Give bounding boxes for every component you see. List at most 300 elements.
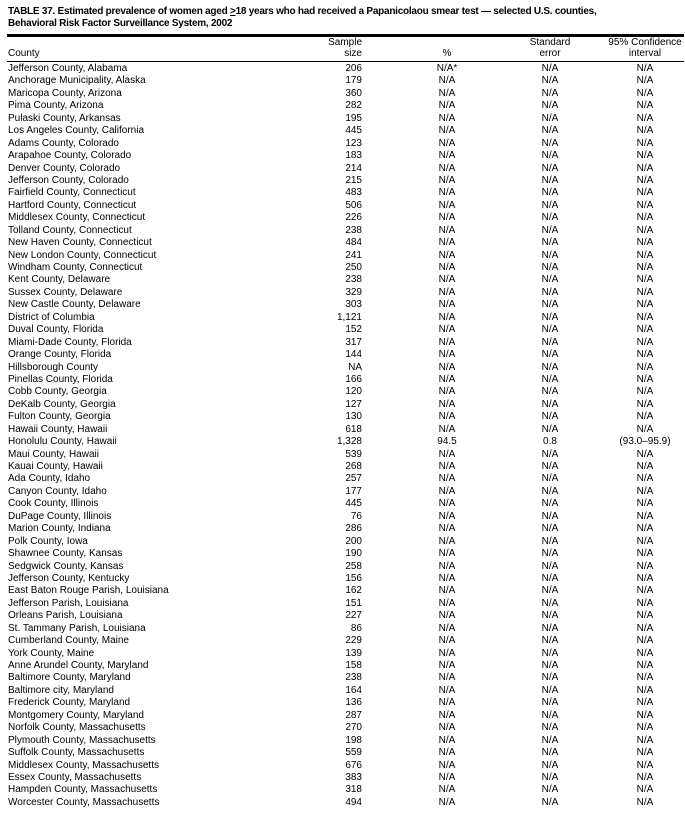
county-cell: DuPage County, Illinois (8, 510, 112, 522)
confidence-interval-cell: N/A (636, 548, 654, 560)
sample-size-cell: 229 (345, 635, 362, 647)
county-cell: East Baton Rouge Parish, Louisiana (8, 585, 169, 597)
standard-error-cell: N/A (541, 771, 559, 783)
percent-cell: N/A (438, 299, 456, 311)
table-row (0, 498, 685, 510)
percent-cell: N/A (438, 461, 456, 472)
percent-cell: N/A (438, 610, 456, 622)
table-row (0, 337, 685, 349)
table-row (0, 536, 685, 548)
sample-size-cell: 539 (345, 448, 362, 460)
sample-size-cell: NA (348, 361, 362, 373)
percent-cell: N/A (438, 249, 456, 261)
percent-cell: N/A (438, 622, 456, 634)
percent-cell: N/A (438, 398, 456, 410)
sample-size-cell: 1,328 (336, 436, 362, 448)
table-header-row (0, 37, 685, 61)
confidence-interval-cell: N/A (636, 87, 654, 99)
county-cell: Jefferson County, Colorado (8, 174, 129, 186)
table-row (0, 473, 685, 485)
county-cell: Frederick County, Maryland (8, 697, 131, 709)
standard-error-cell: N/A (541, 249, 559, 261)
confidence-interval-cell: N/A (636, 286, 654, 298)
confidence-interval-cell: N/A (636, 759, 654, 771)
confidence-interval-cell: N/A (636, 796, 654, 808)
percent-cell: N/A (438, 237, 456, 249)
sample-size-cell: 238 (345, 672, 362, 684)
county-cell: York County, Maine (8, 647, 95, 659)
table-row (0, 100, 685, 112)
standard-error-cell: N/A (541, 697, 559, 709)
header-sample-size-line1: Sample (328, 37, 362, 48)
table-row (0, 797, 685, 809)
table-row (0, 312, 685, 324)
table-row (0, 598, 685, 610)
percent-cell: N/A (438, 100, 456, 112)
county-cell: District of Columbia (8, 311, 95, 323)
percent-cell: N/A (438, 262, 456, 273)
county-cell: Hampden County, Massachusetts (8, 784, 158, 796)
county-cell: DeKalb County, Georgia (8, 398, 116, 410)
standard-error-cell: N/A (541, 212, 559, 224)
county-cell: Windham County, Connecticut (8, 262, 143, 273)
confidence-interval-cell: N/A (636, 510, 654, 522)
confidence-interval-cell: N/A (636, 572, 654, 584)
standard-error-cell: N/A (541, 336, 559, 348)
county-cell: Orange County, Florida (8, 349, 112, 361)
percent-cell: N/A (438, 523, 456, 535)
confidence-interval-cell: N/A (636, 125, 654, 137)
confidence-interval-cell: N/A (636, 373, 654, 385)
standard-error-cell: N/A (541, 100, 559, 112)
table-row (0, 200, 685, 212)
confidence-interval-cell: N/A (636, 150, 654, 162)
table-row (0, 747, 685, 759)
table-row (0, 672, 685, 684)
sample-size-cell: 130 (345, 411, 362, 423)
sample-size-cell: 127 (345, 398, 362, 410)
standard-error-cell: N/A (541, 398, 559, 410)
confidence-interval-cell: N/A (636, 461, 654, 472)
header-standard-error-line2: error (539, 48, 561, 59)
standard-error-cell: N/A (541, 187, 559, 199)
percent-cell: N/A (438, 336, 456, 348)
county-cell: Orleans Parish, Louisiana (8, 610, 123, 622)
table-row (0, 585, 685, 597)
confidence-interval-cell: N/A (636, 112, 654, 124)
confidence-interval-cell: N/A (636, 485, 654, 497)
table-row (0, 772, 685, 784)
table-row (0, 125, 685, 137)
county-cell: Pima County, Arizona (8, 100, 104, 112)
confidence-interval-cell: N/A (636, 75, 654, 87)
confidence-interval-cell: N/A (636, 771, 654, 783)
percent-cell: N/A (438, 759, 456, 771)
confidence-interval-cell: N/A (636, 498, 654, 510)
table-row (0, 175, 685, 187)
standard-error-cell: N/A (541, 647, 559, 659)
sample-size-cell: 238 (345, 274, 362, 286)
percent-cell: N/A (438, 411, 456, 423)
table-row (0, 436, 685, 448)
standard-error-cell: N/A (541, 324, 559, 336)
sample-size-cell: 258 (345, 560, 362, 572)
sample-size-cell: 483 (345, 187, 362, 199)
percent-cell: N/A (438, 498, 456, 510)
table-row (0, 573, 685, 585)
county-cell: Arapahoe County, Colorado (8, 150, 132, 162)
confidence-interval-cell: N/A (636, 560, 654, 572)
table-row (0, 63, 685, 75)
county-cell: Hillsborough County (8, 361, 99, 373)
standard-error-cell: N/A (541, 473, 559, 485)
percent-cell: N/A (438, 548, 456, 560)
confidence-interval-cell: N/A (636, 672, 654, 684)
confidence-interval-cell: N/A (636, 299, 654, 311)
percent-cell: N/A (438, 585, 456, 597)
percent-cell: N/A (438, 224, 456, 236)
table-row (0, 237, 685, 249)
table-row (0, 113, 685, 125)
confidence-interval-cell: N/A (636, 162, 654, 174)
standard-error-cell: N/A (541, 597, 559, 609)
county-cell: Fulton County, Georgia (8, 411, 111, 423)
standard-error-cell: N/A (541, 572, 559, 584)
table-title-line2: Behavioral Risk Factor Surveillance System, 2002 (8, 17, 233, 29)
header-confidence-interval (608, 37, 681, 59)
confidence-interval-cell: N/A (636, 722, 654, 734)
sample-size-cell: 484 (345, 237, 362, 249)
confidence-interval-cell: N/A (636, 784, 654, 796)
sample-size-cell: 360 (345, 87, 362, 99)
confidence-interval-cell: N/A (636, 187, 654, 199)
county-cell: Ada County, Idaho (8, 473, 91, 485)
table-row (0, 548, 685, 560)
sample-size-cell: 270 (345, 722, 362, 734)
confidence-interval-cell: N/A (636, 100, 654, 112)
county-cell: Middlesex County, Massachusetts (8, 759, 159, 771)
standard-error-cell: N/A (541, 137, 559, 149)
table-row (0, 212, 685, 224)
table-row (0, 75, 685, 87)
confidence-interval-cell: N/A (636, 237, 654, 249)
county-cell: Cobb County, Georgia (8, 386, 107, 398)
table-row (0, 225, 685, 237)
confidence-interval-cell: N/A (636, 224, 654, 236)
table-row (0, 635, 685, 647)
percent-cell: N/A (438, 535, 456, 547)
sample-size-cell: 200 (345, 535, 362, 547)
confidence-interval-cell: N/A (636, 63, 654, 74)
sample-size-cell: 268 (345, 461, 362, 472)
sample-size-cell: 445 (345, 498, 362, 510)
confidence-interval-cell: N/A (636, 684, 654, 696)
confidence-interval-cell: (93.0–95.9) (619, 436, 671, 448)
sample-size-cell: 162 (345, 585, 362, 597)
county-cell: Los Angeles County, California (8, 125, 145, 137)
county-cell: Tolland County, Connecticut (8, 224, 132, 236)
county-cell: New Castle County, Delaware (8, 299, 141, 311)
standard-error-cell: N/A (541, 286, 559, 298)
confidence-interval-cell: N/A (636, 535, 654, 547)
confidence-interval-cell: N/A (636, 361, 654, 373)
county-cell: Pulaski County, Arkansas (8, 112, 121, 124)
sample-size-cell: 123 (345, 137, 362, 149)
sample-size-cell: 156 (345, 572, 362, 584)
sample-size-cell: 152 (345, 324, 362, 336)
percent-cell: N/A (438, 510, 456, 522)
sample-size-cell: 144 (345, 349, 362, 361)
county-cell: Fairfield County, Connecticut (8, 187, 136, 199)
standard-error-cell: N/A (541, 448, 559, 460)
standard-error-cell: N/A (541, 299, 559, 311)
standard-error-cell: N/A (541, 784, 559, 796)
sample-size-cell: 195 (345, 112, 362, 124)
table-row (0, 287, 685, 299)
title-text-post: 18 years who had received a Papanicolaou smear test — selected U.S. counties, (235, 6, 597, 17)
header-sample-size-line2: size (344, 48, 362, 59)
table-row (0, 561, 685, 573)
percent-cell: N/A (438, 697, 456, 709)
table-row (0, 187, 685, 199)
confidence-interval-cell: N/A (636, 635, 654, 647)
table-row (0, 511, 685, 523)
percent-cell: N/A (438, 660, 456, 671)
sample-size-cell: 257 (345, 473, 362, 485)
county-cell: Honolulu County, Hawaii (8, 436, 117, 448)
standard-error-cell: N/A (541, 734, 559, 746)
confidence-interval-cell: N/A (636, 747, 654, 759)
percent-cell: N/A (438, 423, 456, 435)
confidence-interval-cell: N/A (636, 610, 654, 622)
confidence-interval-cell: N/A (636, 249, 654, 261)
standard-error-cell: N/A (541, 709, 559, 721)
standard-error-cell: N/A (541, 87, 559, 99)
standard-error-cell: N/A (541, 672, 559, 684)
standard-error-cell: N/A (541, 349, 559, 361)
percent-cell: N/A (438, 635, 456, 647)
confidence-interval-cell: N/A (636, 411, 654, 423)
table-row (0, 784, 685, 796)
county-cell: St. Tammany Parish, Louisiana (8, 622, 146, 634)
standard-error-cell: N/A (541, 796, 559, 808)
table-row (0, 138, 685, 150)
table-row (0, 424, 685, 436)
county-cell: Montgomery County, Maryland (8, 709, 144, 721)
standard-error-cell: 0.8 (543, 436, 557, 448)
sample-size-cell: 151 (345, 597, 362, 609)
standard-error-cell: N/A (541, 548, 559, 560)
sample-size-cell: 120 (345, 386, 362, 398)
standard-error-cell: N/A (541, 585, 559, 597)
sample-size-cell: 190 (345, 548, 362, 560)
sample-size-cell: 303 (345, 299, 362, 311)
percent-cell: N/A (438, 722, 456, 734)
table-row (0, 610, 685, 622)
county-cell: New Haven County, Connecticut (8, 237, 152, 249)
percent-cell: N/A (438, 174, 456, 186)
standard-error-cell: N/A (541, 199, 559, 211)
table-row (0, 685, 685, 697)
sample-size-cell: 494 (345, 796, 362, 808)
standard-error-cell: N/A (541, 75, 559, 87)
sample-size-cell: 1,121 (336, 311, 362, 323)
header-standard-error-line1: Standard (529, 37, 571, 48)
confidence-interval-cell: N/A (636, 274, 654, 286)
table-row (0, 299, 685, 311)
header-percent: % (442, 48, 452, 59)
county-cell: Sedgwick County, Kansas (8, 560, 124, 572)
standard-error-cell: N/A (541, 610, 559, 622)
confidence-interval-cell: N/A (636, 622, 654, 634)
confidence-interval-cell: N/A (636, 174, 654, 186)
table-row (0, 274, 685, 286)
county-cell: New London County, Connecticut (8, 249, 157, 261)
county-cell: Miami-Dade County, Florida (8, 336, 132, 348)
sample-size-cell: 214 (345, 162, 362, 174)
table-row (0, 735, 685, 747)
standard-error-cell: N/A (541, 63, 559, 74)
sample-size-cell: 317 (345, 336, 362, 348)
standard-error-cell: N/A (541, 162, 559, 174)
table-row (0, 324, 685, 336)
percent-cell: N/A (438, 137, 456, 149)
sample-size-cell: 286 (345, 523, 362, 535)
standard-error-cell: N/A (541, 485, 559, 497)
standard-error-cell: N/A (541, 498, 559, 510)
confidence-interval-cell: N/A (636, 423, 654, 435)
standard-error-cell: N/A (541, 635, 559, 647)
standard-error-cell: N/A (541, 423, 559, 435)
sample-size-cell: 250 (345, 262, 362, 273)
sample-size-cell: 227 (345, 610, 362, 622)
table-row (0, 163, 685, 175)
table-row (0, 411, 685, 423)
county-cell: Maricopa County, Arizona (8, 87, 122, 99)
percent-cell: N/A (438, 709, 456, 721)
standard-error-cell: N/A (541, 510, 559, 522)
county-cell: Anchorage Municipality, Alaska (8, 75, 146, 87)
standard-error-cell: N/A (541, 125, 559, 137)
table-row (0, 262, 685, 274)
standard-error-cell: N/A (541, 747, 559, 759)
percent-cell: N/A (438, 274, 456, 286)
sample-size-cell: 329 (345, 286, 362, 298)
sample-size-cell: 445 (345, 125, 362, 137)
percent-cell: N/A (438, 796, 456, 808)
table-row (0, 648, 685, 660)
sample-size-cell: 383 (345, 771, 362, 783)
confidence-interval-cell: N/A (636, 398, 654, 410)
standard-error-cell: N/A (541, 361, 559, 373)
percent-cell: N/A (438, 473, 456, 485)
county-cell: Worcester County, Massachusetts (8, 796, 160, 808)
sample-size-cell: 506 (345, 199, 362, 211)
sample-size-cell: 226 (345, 212, 362, 224)
county-cell: Hartford County, Connecticut (8, 199, 137, 211)
table-row (0, 150, 685, 162)
county-cell: Cumberland County, Maine (8, 635, 129, 647)
header-standard-error (530, 37, 571, 59)
confidence-interval-cell: N/A (636, 709, 654, 721)
county-cell: Canyon County, Idaho (8, 485, 107, 497)
standard-error-cell: N/A (541, 237, 559, 249)
table-row (0, 362, 685, 374)
sample-size-cell: 136 (345, 697, 362, 709)
standard-error-cell: N/A (541, 722, 559, 734)
percent-cell: N/A (438, 572, 456, 584)
table-row (0, 697, 685, 709)
county-cell: Denver County, Colorado (8, 162, 121, 174)
percent-cell: N/A (438, 747, 456, 759)
table-row (0, 760, 685, 772)
header-sample-size (328, 37, 362, 59)
percent-cell: N/A (438, 647, 456, 659)
percent-cell: N/A (438, 560, 456, 572)
sample-size-cell: 166 (345, 373, 362, 385)
sample-size-cell: 198 (345, 734, 362, 746)
percent-cell: 94.5 (437, 436, 457, 448)
county-cell: Sussex County, Delaware (8, 286, 123, 298)
county-cell: Kauai County, Hawaii (8, 461, 103, 472)
county-cell: Kent County, Delaware (8, 274, 111, 286)
sample-size-cell: 86 (350, 622, 362, 634)
sample-size-cell: 215 (345, 174, 362, 186)
table-row (0, 623, 685, 635)
percent-cell: N/A (438, 349, 456, 361)
sample-size-cell: 158 (345, 660, 362, 671)
percent-cell: N/A (438, 286, 456, 298)
percent-cell: N/A (438, 771, 456, 783)
sample-size-cell: 318 (345, 784, 362, 796)
county-cell: Baltimore city, Maryland (8, 684, 114, 696)
percent-cell: N/A (438, 150, 456, 162)
county-cell: Maui County, Hawaii (8, 448, 99, 460)
sample-size-cell: 179 (345, 75, 362, 87)
standard-error-cell: N/A (541, 461, 559, 472)
percent-cell: N/A (438, 784, 456, 796)
standard-error-cell: N/A (541, 150, 559, 162)
table-row (0, 660, 685, 672)
standard-error-cell: N/A (541, 560, 559, 572)
confidence-interval-cell: N/A (636, 336, 654, 348)
confidence-interval-cell: N/A (636, 734, 654, 746)
standard-error-cell: N/A (541, 759, 559, 771)
standard-error-cell: N/A (541, 112, 559, 124)
confidence-interval-cell: N/A (636, 324, 654, 336)
percent-cell: N/A (438, 485, 456, 497)
county-cell: Duval County, Florida (8, 324, 104, 336)
confidence-interval-cell: N/A (636, 697, 654, 709)
confidence-interval-cell: N/A (636, 585, 654, 597)
percent-cell: N/A (438, 672, 456, 684)
county-cell: Plymouth County, Massachusetts (8, 734, 156, 746)
sample-size-cell: 618 (345, 423, 362, 435)
percent-cell: N/A (438, 187, 456, 199)
sample-size-cell: 238 (345, 224, 362, 236)
standard-error-cell: N/A (541, 274, 559, 286)
sample-size-cell: 287 (345, 709, 362, 721)
sample-size-cell: 76 (350, 510, 362, 522)
confidence-interval-cell: N/A (636, 349, 654, 361)
sample-size-cell: 164 (345, 684, 362, 696)
table-row (0, 88, 685, 100)
county-cell: Essex County, Massachusetts (8, 771, 142, 783)
table-body (0, 63, 685, 809)
table-row (0, 349, 685, 361)
percent-cell: N/A (438, 112, 456, 124)
standard-error-cell: N/A (541, 262, 559, 273)
